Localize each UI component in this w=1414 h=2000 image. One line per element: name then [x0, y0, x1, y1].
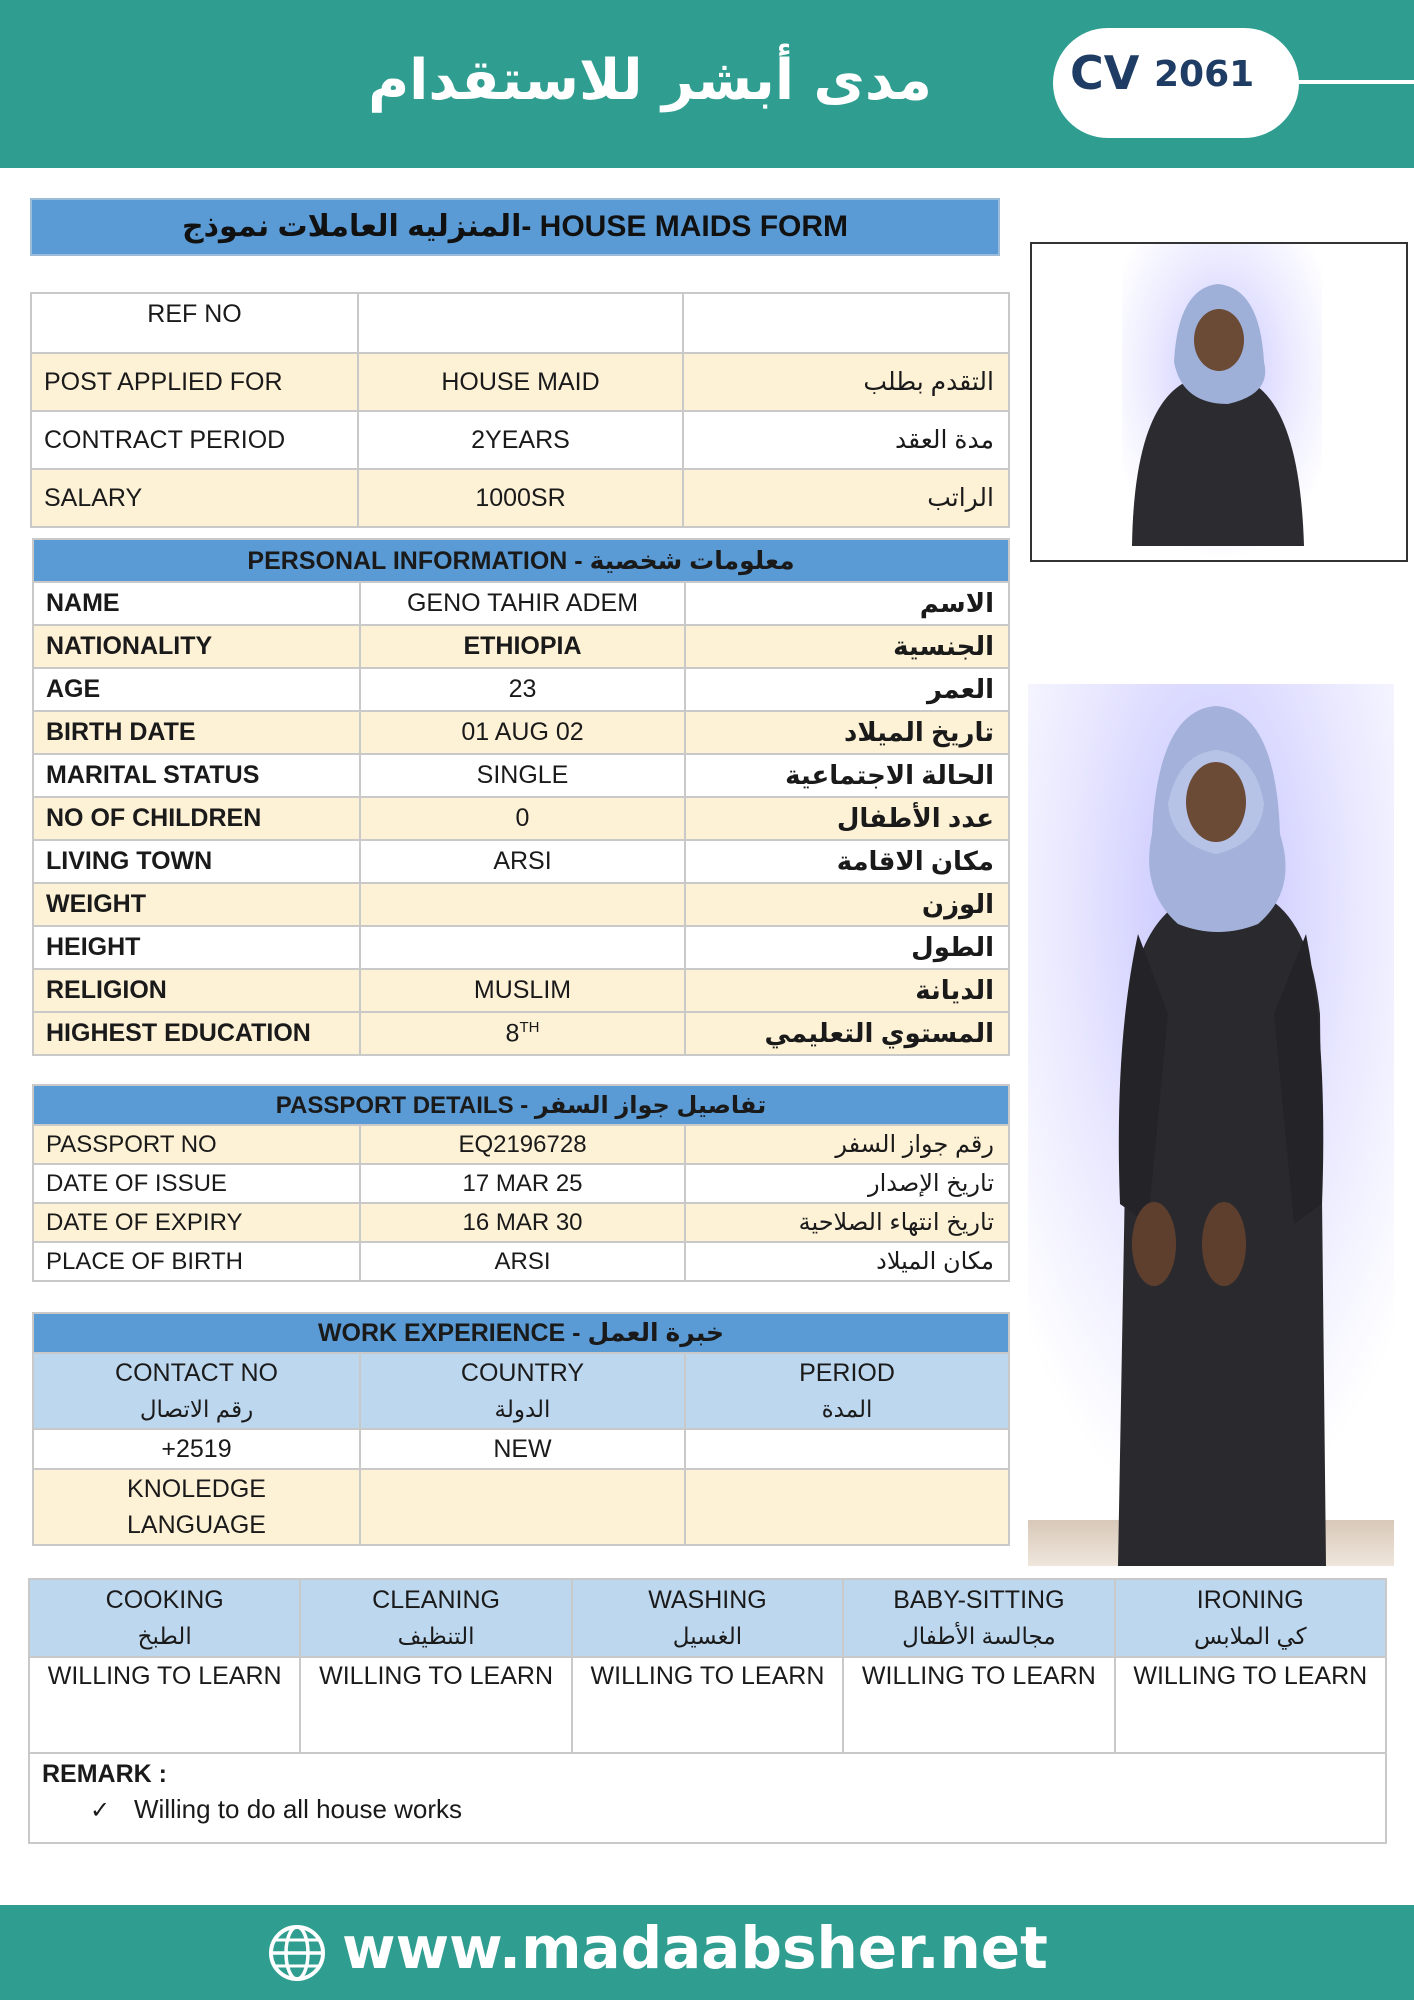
row-label-ar: الحالة الاجتماعية	[685, 754, 1009, 797]
table-row	[33, 797, 1009, 840]
period-value	[685, 1429, 1009, 1469]
country-value: NEW	[360, 1429, 685, 1469]
skill-name-ar: التنظيف	[397, 1623, 475, 1649]
row-value: HOUSE MAID	[358, 353, 683, 411]
table-row	[33, 1012, 1009, 1055]
skill-ironing	[1115, 1579, 1386, 1657]
row-label: POST APPLIED FOR	[31, 353, 358, 411]
application-table	[30, 292, 1010, 528]
column-header-en: CONTACT NO	[115, 1359, 278, 1387]
row-value: ARSI	[360, 840, 685, 883]
row-label-ar: المستوي التعليمي	[685, 1012, 1009, 1055]
section-header	[33, 539, 1009, 582]
row-label-ar: الطول	[685, 926, 1009, 969]
skill-cleaning	[300, 1579, 571, 1657]
skill-name: BABY-SITTING	[893, 1586, 1065, 1614]
row-label-ar: العمر	[685, 668, 1009, 711]
skill-name: CLEANING	[372, 1586, 500, 1614]
skills-header-row	[29, 1579, 1386, 1657]
row-label: DATE OF EXPIRY	[33, 1203, 360, 1242]
skill-name-ar: مجالسة الأطفال	[902, 1623, 1056, 1649]
row-label: SALARY	[31, 469, 358, 527]
knowledge-language-label	[33, 1469, 360, 1545]
skill-washing	[572, 1579, 843, 1657]
form-title: المنزليه العاملات نموذج- HOUSE MAIDS FORM	[30, 198, 1000, 256]
website-link[interactable]: www.madaabsher.net	[342, 1914, 1048, 1982]
table-row	[33, 883, 1009, 926]
row-value: ETHIOPIA	[360, 625, 685, 668]
row-label-ar: الجنسية	[685, 625, 1009, 668]
remark-item	[90, 1794, 462, 1825]
skill-baby-sitting	[843, 1579, 1114, 1657]
header-divider-line	[1298, 80, 1414, 84]
skills-value-row	[29, 1657, 1386, 1753]
knowledge-extra	[685, 1469, 1009, 1545]
education-value: 8	[505, 1019, 520, 1048]
row-label: LIVING TOWN	[33, 840, 360, 883]
skill-value: WILLING TO LEARN	[1115, 1657, 1386, 1753]
full-body-photo	[1028, 684, 1394, 1566]
row-value: MUSLIM	[360, 969, 685, 1012]
skill-value: WILLING TO LEARN	[29, 1657, 300, 1753]
row-label-ar: مدة العقد	[683, 411, 1009, 469]
row-label-ar: تاريخ انتهاء الصلاحية	[685, 1203, 1009, 1242]
row-label-ar: الوزن	[685, 883, 1009, 926]
table-row	[33, 1125, 1009, 1164]
work-experience-heading: WORK EXPERIENCE - خبرة العمل	[33, 1313, 1009, 1353]
agency-name: مدى أبشر للاستقدام	[368, 48, 932, 113]
row-value: EQ2196728	[360, 1125, 685, 1164]
section-header	[33, 1313, 1009, 1353]
remark-text: Willing to do all house works	[134, 1794, 463, 1824]
row-label-ar: التقدم بطلب	[683, 353, 1009, 411]
table-row	[33, 1203, 1009, 1242]
table-row	[31, 293, 1009, 353]
column-header-ar: رقم الاتصال	[139, 1396, 254, 1422]
table-row	[33, 711, 1009, 754]
row-label-ar: مكان الاقامة	[685, 840, 1009, 883]
table-row	[33, 754, 1009, 797]
skill-name: WASHING	[648, 1586, 767, 1614]
row-value: 2YEARS	[358, 411, 683, 469]
skill-name-ar: الطبخ	[137, 1623, 192, 1649]
row-value	[360, 926, 685, 969]
column-header-ar: الدولة	[494, 1396, 551, 1422]
row-label-ar: مكان الميلاد	[685, 1242, 1009, 1281]
row-value	[360, 1012, 685, 1055]
remark-box	[28, 1752, 1387, 1844]
skill-cooking	[29, 1579, 300, 1657]
column-header-en: COUNTRY	[460, 1359, 585, 1387]
column-header	[685, 1353, 1009, 1429]
ref-no-ar	[683, 293, 1009, 353]
check-icon: ✓	[90, 1797, 111, 1824]
skill-value: WILLING TO LEARN	[572, 1657, 843, 1753]
table-row	[33, 969, 1009, 1012]
table-row	[33, 582, 1009, 625]
knowledge-label: KNOLEDGE	[127, 1475, 266, 1503]
cv-label: CV	[1070, 46, 1140, 100]
table-row	[31, 411, 1009, 469]
ref-no-value	[358, 293, 683, 353]
table-row	[31, 353, 1009, 411]
row-value: 01 AUG 02	[360, 711, 685, 754]
row-label-ar: الراتب	[683, 469, 1009, 527]
row-label-ar: تاريخ الميلاد	[685, 711, 1009, 754]
row-value	[360, 883, 685, 926]
skill-name: IRONING	[1196, 1586, 1304, 1614]
personal-info-table	[32, 538, 1010, 1056]
table-row	[33, 840, 1009, 883]
language-label: LANGUAGE	[127, 1511, 266, 1539]
row-label: AGE	[33, 668, 360, 711]
row-label: RELIGION	[33, 969, 360, 1012]
skill-name-ar: الغسيل	[672, 1623, 743, 1649]
skill-name-ar: كي الملابس	[1193, 1623, 1307, 1649]
row-label: PASSPORT NO	[33, 1125, 360, 1164]
row-label-ar: عدد الأطفال	[685, 797, 1009, 840]
education-suffix: TH	[519, 1018, 540, 1036]
skill-value: WILLING TO LEARN	[843, 1657, 1114, 1753]
table-row	[33, 1164, 1009, 1203]
column-header-ar: المدة	[821, 1396, 873, 1422]
passport-heading: PASSPORT DETAILS - تفاصيل جواز السفر	[33, 1085, 1009, 1125]
column-header	[360, 1353, 685, 1429]
row-value: 16 MAR 30	[360, 1203, 685, 1242]
column-header	[33, 1353, 360, 1429]
row-label: NATIONALITY	[33, 625, 360, 668]
remark-title: REMARK :	[42, 1760, 167, 1788]
skills-table	[28, 1578, 1387, 1754]
column-header-en: PERIOD	[799, 1359, 895, 1387]
row-label: HIGHEST EDUCATION	[33, 1012, 360, 1055]
table-row	[33, 1429, 1009, 1469]
row-label-ar: الديانة	[685, 969, 1009, 1012]
row-label: MARITAL STATUS	[33, 754, 360, 797]
knowledge-value	[360, 1469, 685, 1545]
row-value: 1000SR	[358, 469, 683, 527]
portrait-photo	[1030, 242, 1408, 562]
skill-name: COOKING	[105, 1586, 224, 1614]
table-row	[33, 625, 1009, 668]
portrait-illustration	[1032, 244, 1406, 560]
row-label-ar: رقم جواز السفر	[685, 1125, 1009, 1164]
row-value: GENO TAHIR ADEM	[360, 582, 685, 625]
ref-no-label: REF NO	[31, 293, 358, 353]
row-value: 17 MAR 25	[360, 1164, 685, 1203]
table-row	[33, 1469, 1009, 1545]
row-label: PLACE OF BIRTH	[33, 1242, 360, 1281]
table-row	[33, 668, 1009, 711]
column-header-row	[33, 1353, 1009, 1429]
row-value: ARSI	[360, 1242, 685, 1281]
row-value: SINGLE	[360, 754, 685, 797]
row-label: BIRTH DATE	[33, 711, 360, 754]
passport-table	[32, 1084, 1010, 1282]
row-label: HEIGHT	[33, 926, 360, 969]
personal-info-heading: PERSONAL INFORMATION - معلومات شخصية	[33, 539, 1009, 582]
cv-number: 2061	[1154, 54, 1255, 95]
contact-value: +2519	[33, 1429, 360, 1469]
globe-icon	[268, 1924, 326, 1982]
row-label: NAME	[33, 582, 360, 625]
table-row	[31, 469, 1009, 527]
table-row	[33, 926, 1009, 969]
section-header	[33, 1085, 1009, 1125]
skill-value: WILLING TO LEARN	[300, 1657, 571, 1753]
work-experience-table	[32, 1312, 1010, 1546]
row-label-ar: تاريخ الإصدار	[685, 1164, 1009, 1203]
row-label: DATE OF ISSUE	[33, 1164, 360, 1203]
row-label-ar: الاسم	[685, 582, 1009, 625]
row-label: CONTRACT PERIOD	[31, 411, 358, 469]
row-label: WEIGHT	[33, 883, 360, 926]
table-row	[33, 1242, 1009, 1281]
row-label: NO OF CHILDREN	[33, 797, 360, 840]
full-body-illustration	[1028, 684, 1394, 1566]
row-value: 0	[360, 797, 685, 840]
row-value: 23	[360, 668, 685, 711]
